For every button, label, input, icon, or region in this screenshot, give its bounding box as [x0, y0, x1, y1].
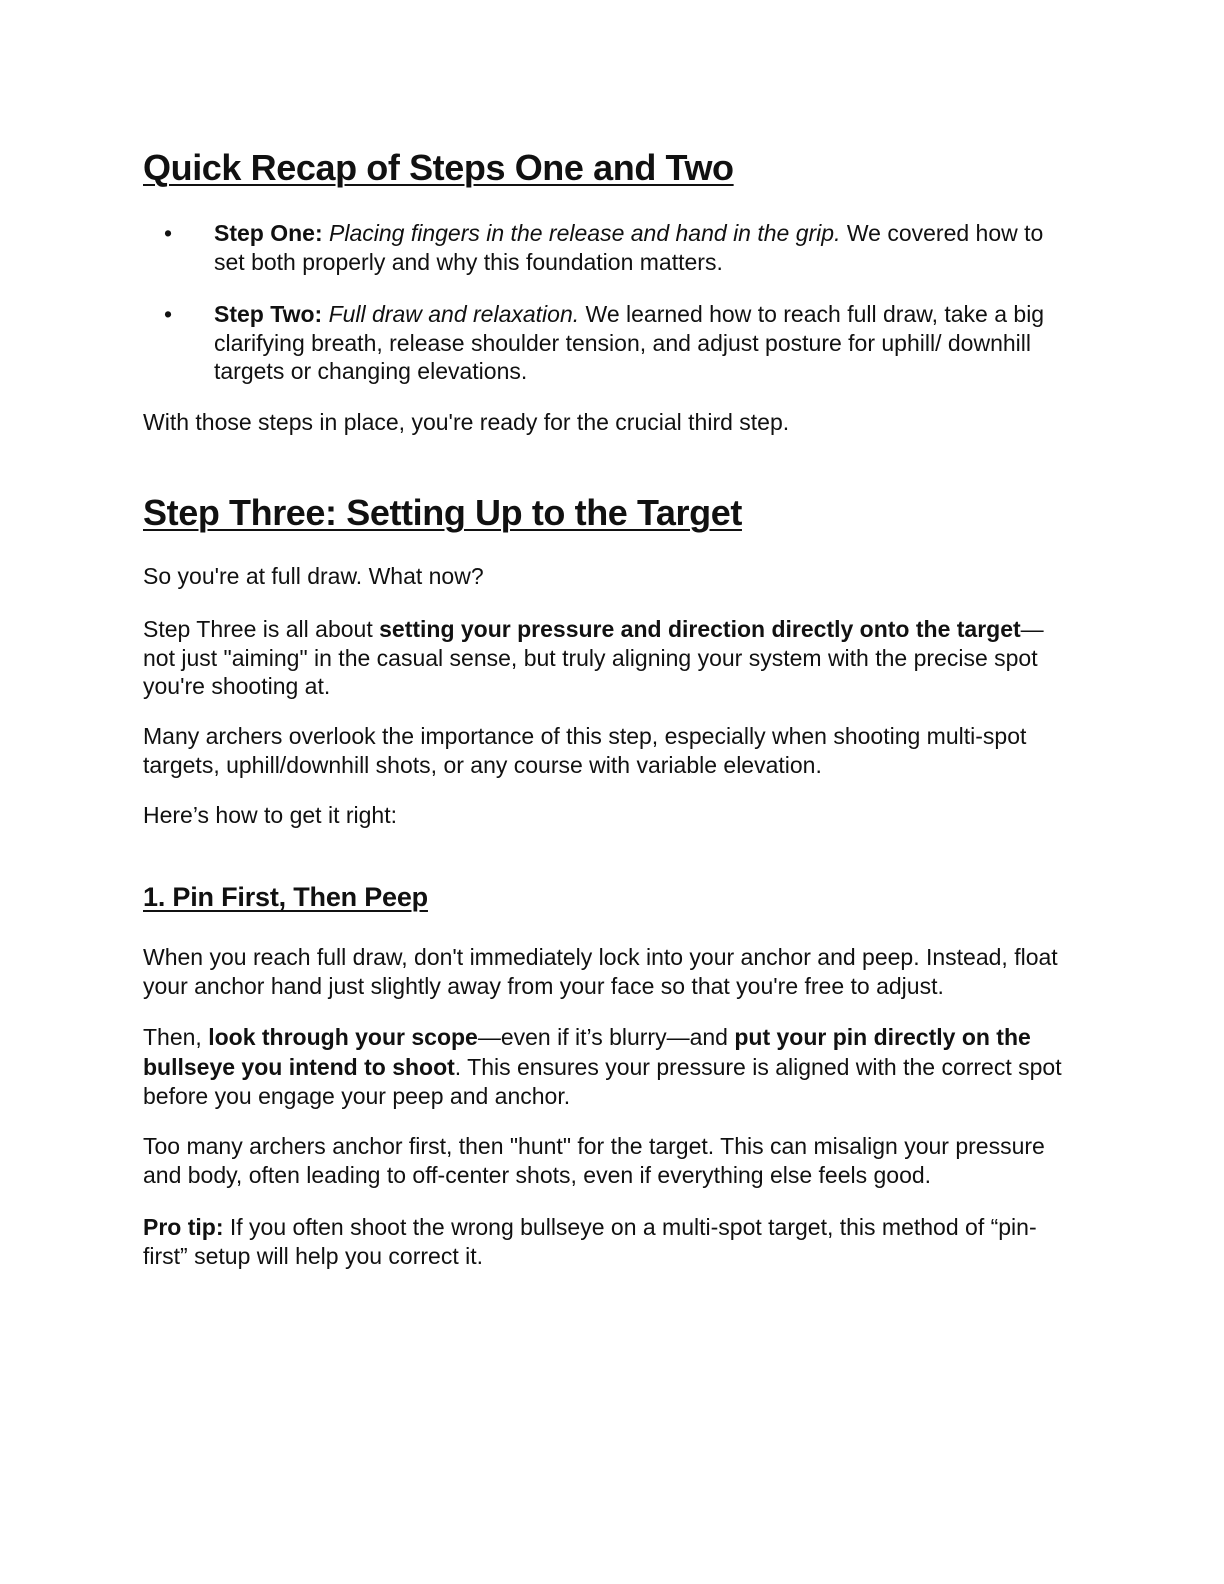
- paragraph-text: Then,: [143, 1024, 209, 1050]
- bullet-icon: •: [164, 220, 173, 246]
- pin-first-hunt-paragraph: Too many archers anchor first, then "hunt" for the target. This can misalign your pressure and body, often leading to off-center shots, even if everything else feels good.: [143, 1133, 1045, 1188]
- step-three-paragraph: [143, 615, 1073, 701]
- bullet-icon: •: [164, 301, 173, 327]
- pin-first-heading: 1. Pin First, Then Peep: [143, 882, 428, 912]
- pro-tip-label: Pro tip:: [143, 1214, 224, 1240]
- paragraph-text: —even if it’s blurry—and: [477, 1024, 735, 1050]
- recap-bullet-list: [143, 219, 1073, 410]
- list-item: [143, 219, 1073, 276]
- bullet-text: We learned how to reach full draw, take a big clarifying breath, release shoulder tension, and adjust posture for uphill/ downhill targets or changing elevations.: [214, 301, 1045, 384]
- bullet-lead: Step One:: [214, 220, 323, 246]
- bullet-italic: Placing fingers in the release and hand in the grip.: [329, 220, 841, 246]
- bullet-lead: Step Two:: [214, 301, 323, 327]
- paragraph-bold: put your pin directly on the bullseye you intend to shoot: [143, 1024, 1031, 1080]
- paragraph-bold: setting your pressure and direction directly onto the target: [379, 616, 1021, 642]
- step-three-intro: So you're at full draw. What now?: [143, 563, 484, 589]
- step-three-overlook: Many archers overlook the importance of this step, especially when shooting multi-spot targets, uphill/downhill shots, or any course with variable elevation.: [143, 723, 1027, 778]
- pro-tip-text: If you often shoot the wrong bullseye on a multi-spot target, this method of “pin-first” setup will help you correct it.: [143, 1214, 1037, 1269]
- bullet-italic: Full draw and relaxation.: [328, 301, 580, 327]
- recap-heading: Quick Recap of Steps One and Two: [143, 147, 734, 188]
- paragraph-text: —not just "aiming" in the casual sense, but truly aligning your system with the precise spot you're shooting at.: [143, 616, 1044, 699]
- step-three-howto: Here’s how to get it right:: [143, 802, 397, 828]
- step-three-heading: Step Three: Setting Up to the Target: [143, 492, 742, 533]
- pro-tip: [143, 1213, 1073, 1270]
- paragraph-text: Step Three is all about: [143, 616, 380, 642]
- bullet-text: We covered how to set both properly and why this foundation matters.: [214, 220, 1044, 275]
- paragraph-text: . This ensures your pressure is aligned with the correct spot before you engage your peep and anchor.: [143, 1053, 1062, 1109]
- paragraph-bold: look through your scope: [208, 1024, 478, 1050]
- recap-closing: With those steps in place, you're ready for the crucial third step.: [143, 409, 790, 435]
- list-item: [143, 300, 1073, 386]
- pin-first-scope-paragraph: [143, 1023, 1073, 1112]
- pin-first-paragraph: When you reach full draw, don't immediately lock into your anchor and peep. Instead, float your anchor hand just slightly away from your face so that you're free to adjust.: [143, 944, 1058, 999]
